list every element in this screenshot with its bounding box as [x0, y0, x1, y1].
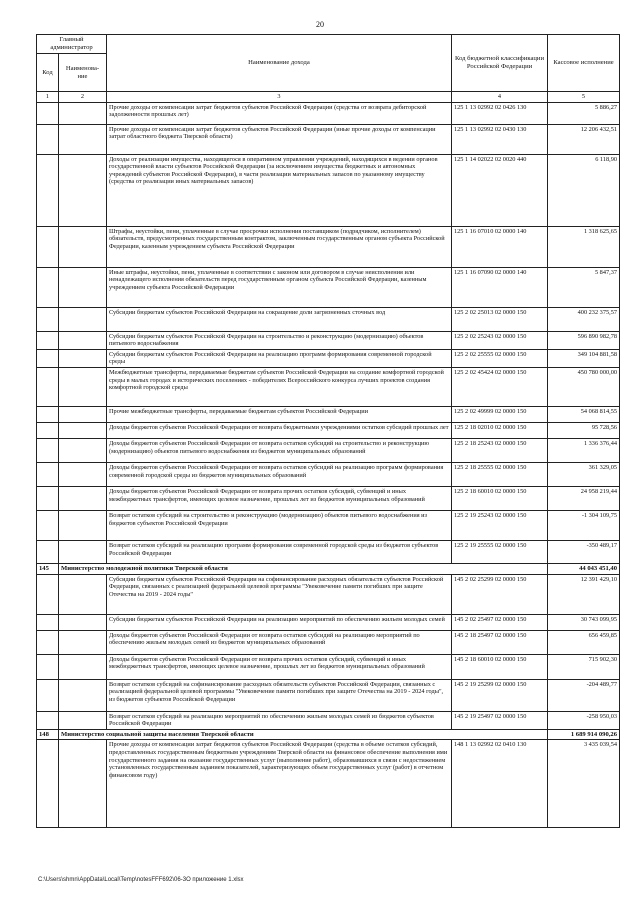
empty-cell: [37, 654, 59, 679]
income-name: Возврат остатков субсидий на реализацию программ формирования современной городской среды из бюджетов субъектов Российской Федерации: [107, 540, 452, 563]
budget-code: 125 2 18 25555 02 0000 150: [452, 462, 548, 486]
cash-amount: 5 847,37: [548, 267, 620, 307]
empty-cell: [59, 540, 107, 563]
table-row: [37, 462, 620, 486]
income-name: Субсидии бюджетам субъектов Российской Федерации на софинансирование расходных обязательств субъектов Российской Федерации, связанных с реализацией федеральной целевой программы "Увековечение памяти погибших при защите Отечества на 2019 - 2024 годы": [107, 574, 452, 614]
income-name: Доходы бюджетов субъектов Российской Федерации от возврата прочих остатков субсидий, субвенций и иных межбюджетных трансфертов, имеющих целевое назначение, прошлых лет из бюджетов муниципальных образований: [107, 654, 452, 679]
empty-cell: [37, 124, 59, 154]
income-name: Доходы бюджетов субъектов Российской Федерации от возврата остатков субсидий на строительство и реконструкцию (модернизацию) объектов питьевого водоснабжения из бюджетов муниципальных образований: [107, 438, 452, 462]
income-name: Возврат остатков субсидий на строительство и реконструкцию (модернизацию) объектов питьевого водоснабжения из бюджетов субъектов Российской Федерации: [107, 510, 452, 540]
empty-cell: [37, 574, 59, 614]
table-row: [37, 630, 620, 654]
section-amount: 1 689 914 090,26: [548, 729, 620, 740]
cash-amount: 596 890 982,78: [548, 331, 620, 349]
income-name: Субсидии бюджетам субъектов Российской Федерации на сокращение доли загрязненных сточных вод: [107, 307, 452, 331]
section-amount: 44 043 451,40: [548, 563, 620, 574]
table-row: [37, 574, 620, 614]
empty-cell: [59, 406, 107, 422]
empty-cell: [59, 422, 107, 438]
empty-cell: [37, 367, 59, 406]
empty-cell: [37, 540, 59, 563]
cash-amount: 54 068 814,55: [548, 406, 620, 422]
budget-code: 125 2 18 02010 02 0000 150: [452, 422, 548, 438]
budget-code: 145 2 18 60010 02 0000 150: [452, 654, 548, 679]
budget-code: 125 2 02 49999 02 0000 150: [452, 406, 548, 422]
cash-amount: 24 958 219,44: [548, 486, 620, 510]
table-row: [37, 349, 620, 367]
cash-amount: -350 489,17: [548, 540, 620, 563]
empty-cell: [59, 349, 107, 367]
budget-code: 125 1 13 02992 02 0426 130: [452, 102, 548, 124]
section-name: Министерство социальной защиты населения Тверской области: [59, 729, 548, 740]
budget-code: 145 2 19 25497 02 0000 150: [452, 711, 548, 729]
column-number: 2: [59, 92, 107, 103]
budget-code: 125 1 16 07090 02 0000 140: [452, 267, 548, 307]
table-row: [37, 154, 620, 226]
empty-cell: [59, 226, 107, 267]
empty-cell: [37, 486, 59, 510]
empty-cell: [37, 614, 59, 630]
budget-code: 125 2 02 25243 02 0000 150: [452, 331, 548, 349]
page-number: 20: [316, 20, 324, 29]
budget-code: 125 2 02 25013 02 0000 150: [452, 307, 548, 331]
table-row: [37, 367, 620, 406]
empty-cell: [37, 349, 59, 367]
empty-cell: [37, 331, 59, 349]
income-name: Доходы от реализации имущества, находящегося в оперативном управлении учреждений, находящихся в ведении органов государственной власти субъектов Российской Федерации (за исключением имущества бюджетных и автономных учреждений субъектов Российской Федерации), в части реализации материальных запасов по указанному имуществу (средства от реализации иных материальных запасов): [107, 154, 452, 226]
footer-file-path: C:\Users\shmn\AppData\Local\Temp\notesFFF692\06-3О приложение 1.xlsx: [38, 877, 244, 883]
table-row: [37, 307, 620, 331]
cash-amount: 1 318 625,65: [548, 226, 620, 267]
column-number: 3: [107, 92, 452, 103]
budget-code: 125 1 16 07010 02 0000 140: [452, 226, 548, 267]
budget-code: 125 2 02 45424 02 0000 150: [452, 367, 548, 406]
section-code: 148: [37, 729, 59, 740]
header-admin-code: Код: [37, 54, 59, 92]
empty-cell: [37, 740, 59, 828]
empty-cell: [59, 614, 107, 630]
table-row: [37, 679, 620, 711]
empty-cell: [59, 510, 107, 540]
table-row: [37, 422, 620, 438]
cash-amount: 6 118,90: [548, 154, 620, 226]
budget-code: 145 2 19 25299 02 0000 150: [452, 679, 548, 711]
section-name: Министерство молодежной политики Тверской области: [59, 563, 548, 574]
cash-amount: 400 232 375,57: [548, 307, 620, 331]
table-row: [37, 540, 620, 563]
empty-cell: [37, 422, 59, 438]
empty-cell: [59, 630, 107, 654]
income-name: Прочие межбюджетные трансферты, передаваемые бюджетам субъектов Российской Федерации: [107, 406, 452, 422]
table-row: [37, 740, 620, 828]
income-name: Доходы бюджетов субъектов Российской Федерации от возврата прочих остатков субсидий, субвенций и иных межбюджетных трансфертов, имеющих целевое назначение, прошлых лет из бюджетов муниципальных образований: [107, 486, 452, 510]
cash-amount: 30 743 099,95: [548, 614, 620, 630]
cash-amount: 1 336 376,44: [548, 438, 620, 462]
income-name: Прочие доходы от компенсации затрат бюджетов субъектов Российской Федерации (иные прочие доходы от компенсации затрат областного бюджета Тверской области): [107, 124, 452, 154]
empty-cell: [59, 462, 107, 486]
table-row: [37, 614, 620, 630]
table-body: [37, 102, 620, 828]
cash-amount: 656 459,85: [548, 630, 620, 654]
income-name: Субсидии бюджетам субъектов Российской Федерации на реализацию мероприятий по обеспечению жильем молодых семей: [107, 614, 452, 630]
empty-cell: [59, 307, 107, 331]
empty-cell: [59, 331, 107, 349]
empty-cell: [59, 711, 107, 729]
cash-amount: 5 886,27: [548, 102, 620, 124]
empty-cell: [37, 154, 59, 226]
income-name: Прочие доходы от компенсации затрат бюджетов субъектов Российской Федерации (средства от возврата дебиторской задолженности прошлых лет): [107, 102, 452, 124]
header-cash-execution: Кассовое исполнение: [548, 35, 620, 92]
header-budget-code: Код бюджетной классификации Российской Федерации: [452, 35, 548, 92]
column-number: 5: [548, 92, 620, 103]
empty-cell: [59, 102, 107, 124]
table-row: [37, 267, 620, 307]
table-row: [37, 331, 620, 349]
empty-cell: [59, 654, 107, 679]
cash-amount: 715 902,30: [548, 654, 620, 679]
section-row: [37, 729, 620, 740]
budget-code: 125 2 18 60010 02 0000 150: [452, 486, 548, 510]
cash-amount: 450 780 000,00: [548, 367, 620, 406]
table-row: [37, 654, 620, 679]
column-number: 1: [37, 92, 59, 103]
table-row: [37, 510, 620, 540]
cash-amount: 12 206 432,51: [548, 124, 620, 154]
table-row: [37, 438, 620, 462]
table-row: [37, 102, 620, 124]
empty-cell: [59, 438, 107, 462]
empty-cell: [37, 679, 59, 711]
empty-cell: [59, 574, 107, 614]
header-income-name: Наименование дохода: [107, 35, 452, 92]
budget-code: 125 1 14 02022 02 0020 440: [452, 154, 548, 226]
income-name: Доходы бюджетов субъектов Российской Федерации от возврата бюджетными учреждениями остатков субсидий прошлых лет: [107, 422, 452, 438]
empty-cell: [37, 267, 59, 307]
empty-cell: [59, 740, 107, 828]
budget-code: 125 2 19 25243 02 0000 150: [452, 510, 548, 540]
empty-cell: [37, 630, 59, 654]
cash-amount: -258 950,03: [548, 711, 620, 729]
table-row: [37, 226, 620, 267]
header-admin-group: Главный администратор: [37, 35, 107, 54]
empty-cell: [37, 462, 59, 486]
cash-amount: 349 104 881,58: [548, 349, 620, 367]
cash-amount: 3 435 039,54: [548, 740, 620, 828]
table-row: [37, 124, 620, 154]
cash-amount: 361 329,05: [548, 462, 620, 486]
empty-cell: [37, 438, 59, 462]
budget-code: 125 2 18 25243 02 0000 150: [452, 438, 548, 462]
budget-code: 125 2 02 25555 02 0000 150: [452, 349, 548, 367]
empty-cell: [59, 679, 107, 711]
empty-cell: [59, 267, 107, 307]
budget-code: 125 2 19 25555 02 0000 150: [452, 540, 548, 563]
income-name: Штрафы, неустойки, пени, уплаченные в случае просрочки исполнения поставщиком (подрядчиком, исполнителем) обязательств, предусмотренных государственным контрактом, заключенным государственным органом субъекта Российской Федерации, казенным учреждением субъекта Российской Федерации: [107, 226, 452, 267]
budget-code: 125 1 13 02992 02 0430 130: [452, 124, 548, 154]
income-report-table: [36, 34, 620, 828]
budget-code: 145 2 02 25299 02 0000 150: [452, 574, 548, 614]
section-row: [37, 563, 620, 574]
income-name: Доходы бюджетов субъектов Российской Федерации от возврата остатков субсидий на реализацию мероприятий по обеспечению жильем молодых семей из бюджетов муниципальных образований: [107, 630, 452, 654]
budget-code: 145 2 02 25497 02 0000 150: [452, 614, 548, 630]
cash-amount: -1 304 109,75: [548, 510, 620, 540]
income-name: Субсидии бюджетам субъектов Российской Федерации на строительство и реконструкцию (модернизацию) объектов питьевого водоснабжения: [107, 331, 452, 349]
empty-cell: [59, 367, 107, 406]
income-name: Доходы бюджетов субъектов Российской Федерации от возврата остатков субсидий на реализацию программ формирования современной городской среды из бюджетов муниципальных образований: [107, 462, 452, 486]
empty-cell: [37, 226, 59, 267]
cash-amount: 95 728,56: [548, 422, 620, 438]
table-row: [37, 486, 620, 510]
empty-cell: [59, 486, 107, 510]
budget-code: 148 1 13 02992 02 0410 130: [452, 740, 548, 828]
table-row: [37, 711, 620, 729]
cash-amount: -204 489,77: [548, 679, 620, 711]
budget-code: 145 2 18 25497 02 0000 150: [452, 630, 548, 654]
table-row: [37, 406, 620, 422]
column-number: 4: [452, 92, 548, 103]
header-admin-name: Наименова-ние: [59, 54, 107, 92]
empty-cell: [37, 102, 59, 124]
empty-cell: [37, 711, 59, 729]
income-name: Межбюджетные трансферты, передаваемые бюджетам субъектов Российской Федерации на создание комфортной городской среды в малых городах и исторических поселениях - победителях Всероссийского конкурса лучших проектов создания комфортной городской среды: [107, 367, 452, 406]
empty-cell: [59, 124, 107, 154]
income-name: Возврат остатков субсидий на реализацию мероприятий по обеспечению жильем молодых семей из бюджетов субъектов Российской Федерации: [107, 711, 452, 729]
empty-cell: [37, 406, 59, 422]
empty-cell: [37, 510, 59, 540]
empty-cell: [59, 154, 107, 226]
income-name: Иные штрафы, неустойки, пени, уплаченные в соответствии с законом или договором в случае неисполнения или ненадлежащего исполнения обязательств перед государственным органом субъекта Российской Федерации, казенным учреждением субъекта Российской Федерации: [107, 267, 452, 307]
cash-amount: 12 391 429,10: [548, 574, 620, 614]
empty-cell: [37, 307, 59, 331]
income-name: Субсидии бюджетам субъектов Российской Федерации на реализацию программ формирования современной городской среды: [107, 349, 452, 367]
income-name: Возврат остатков субсидий на софинансирование расходных обязательств субъектов Российской Федерации, связанных с реализацией федеральной целевой программы "Увековечение памяти погибших при защите Отечества на 2019 - 2024 годы", из бюджетов субъектов Российской Федерации: [107, 679, 452, 711]
section-code: 145: [37, 563, 59, 574]
income-name: Прочие доходы от компенсации затрат бюджетов субъектов Российской Федерации (средства в объеме остатков субсидий, предоставленных государственным бюджетным учреждениям Тверской области на финансовое обеспечение выполнения ими государственного задания на оказание государственных услуг (выполнение работ), образовавшихся в связи с недостижением установленных государственным заданием показателей, характеризующих объем государственных услуг (работ) в отчетном финансовом году): [107, 740, 452, 828]
